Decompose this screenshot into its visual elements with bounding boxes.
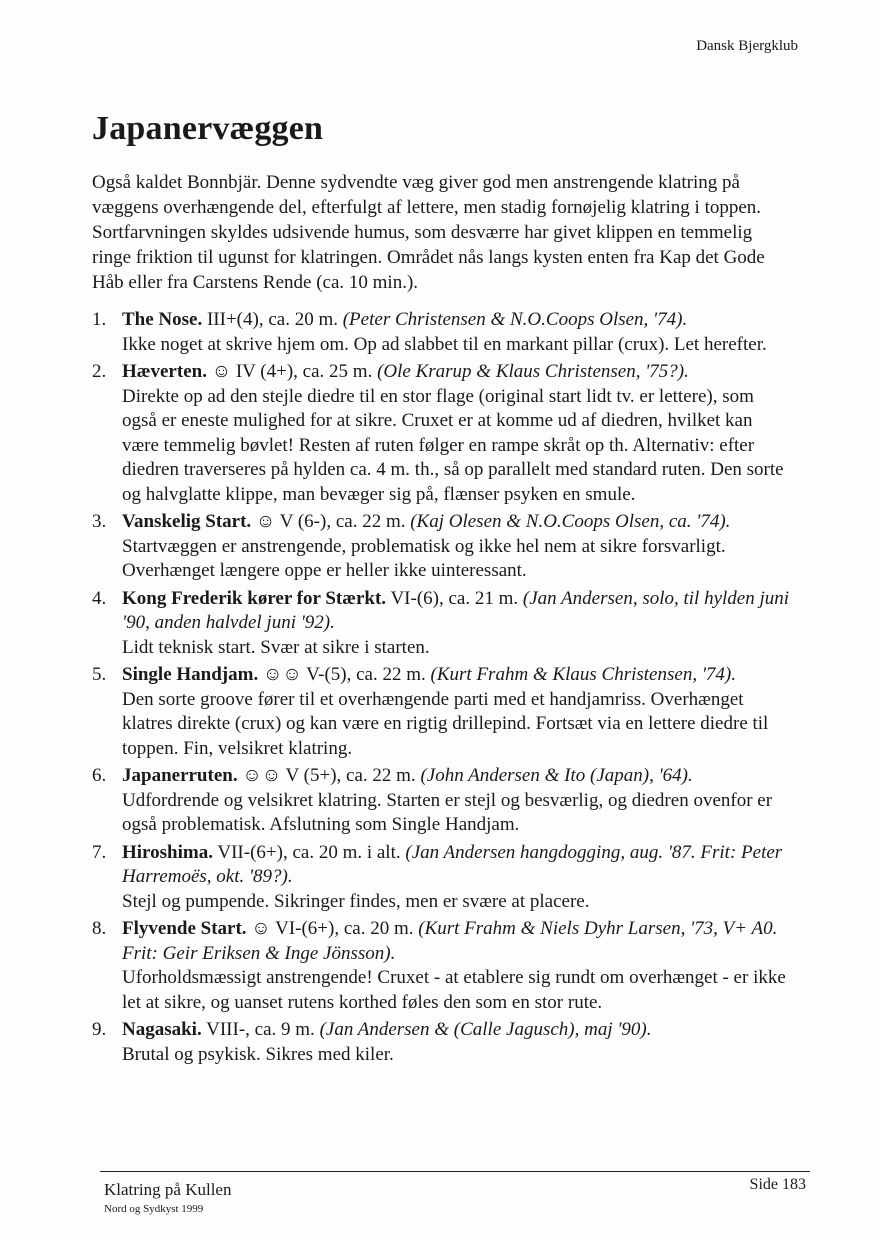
route-credit: (Jan Andersen hangdogging, aug. '87. Frit: Peter Harremoës, okt. '89?).	[122, 841, 783, 887]
intro-paragraph: Også kaldet Bonnbjär. Denne sydvendte væg giver god men anstrengende klatring på væggens overhængende del, efterfulgt af lettere, men stadig fornøjelig klatring i toppen. Sortfarvningen skyldes udsivende humus, som desværre har givet klippen en temmelig ringe friktion til ugunst for klatringen. Området nås langs kysten enten fra Kap det Gode Håb eller fra Carstens Rende (ca. 10 min.).	[92, 172, 765, 293]
route-item	[92, 917, 792, 1015]
route-credit: (Kurt Frahm & Klaus Christensen, '74).	[430, 664, 736, 685]
route-description: Direkte op ad den stejle diedre til en stor flage (original start lidt tv. er lettere), som også er eneste mulighed for at sikre. Cruxet er at komme ud af diedren, hvilket kan være temmelig bøvlet! Resten af ruten følger en rampe skråt op th. Alternativ: efter diedren traverseres på hylden ca. 4 m. th., så op parallelt med standard ruten. Den sorte og halvglatte klippe, man bevæger sig på, flænser psyken en smule.	[122, 385, 784, 505]
route-credit: (Kaj Olesen & N.O.Coops Olsen, ca. '74).	[410, 511, 731, 532]
route-credit: (John Andersen & Ito (Japan), '64).	[420, 765, 693, 786]
route-grade: III+(4), ca. 20 m.	[202, 309, 343, 330]
route-item	[92, 764, 792, 838]
route-number: 3.	[92, 511, 107, 532]
footer-divider	[100, 1171, 810, 1172]
route-number: 4.	[92, 587, 107, 609]
route-description: Stejl og pumpende. Sikringer findes, men er svære at placere.	[122, 890, 590, 912]
route-number: 1.	[92, 309, 107, 330]
route-body	[122, 764, 792, 838]
route-grade: ☺ IV (4+), ca. 25 m.	[206, 361, 378, 382]
route-number: 8.	[92, 918, 107, 939]
route-credit: (Jan Andersen, solo, til hylden juni '90, anden halvdel juni '92).	[122, 587, 790, 633]
route-body	[122, 917, 792, 1015]
route-body	[122, 841, 792, 915]
route-grade: ☺☺ V-(5), ca. 22 m.	[258, 664, 431, 685]
route-credit: (Ole Krarup & Klaus Christensen, '75?).	[377, 361, 689, 382]
route-credit: (Peter Christensen & N.O.Coops Olsen, '74).	[342, 309, 688, 330]
route-name: Kong Frederik kører for Stærkt.	[122, 587, 387, 609]
route-name: Hiroshima.	[122, 841, 213, 863]
route-name: Single Handjam.	[122, 664, 259, 685]
route-body	[122, 360, 792, 507]
route-description: Brutal og psykisk. Sikres med kiler.	[122, 1043, 394, 1065]
route-description: Udfordrende og velsikret klatring. Starten er stejl og besværlig, og diedren ovenfor er også problematisk. Afslutning som Single Handjam.	[122, 789, 773, 835]
route-grade: ☺☺ V (5+), ca. 22 m.	[237, 765, 421, 786]
route-description: Startvæggen er anstrengende, problematisk og ikke hel nem at sikre forsvarligt. Overhænget længere oppe er heller ikke uinteressant.	[122, 535, 726, 581]
route-grade: VIII-, ca. 9 m.	[201, 1019, 320, 1040]
route-body	[122, 663, 792, 761]
route-number: 6.	[92, 765, 107, 786]
route-body	[122, 1018, 792, 1067]
route-list	[92, 308, 792, 1070]
route-item	[92, 663, 792, 761]
route-number: 9.	[92, 1019, 107, 1040]
route-item	[92, 1018, 792, 1067]
route-item	[92, 587, 792, 661]
route-number: 2.	[92, 361, 107, 382]
page-title: Japanervæggen	[92, 110, 324, 147]
footer-book-title: Klatring på Kullen	[104, 1180, 232, 1199]
route-item	[92, 510, 792, 584]
route-number: 5.	[92, 664, 107, 685]
route-grade: ☺ V (6-), ca. 22 m.	[251, 511, 411, 532]
route-name: Flyvende Start.	[122, 918, 247, 939]
footer-publication	[104, 1180, 231, 1215]
route-description: Den sorte groove fører til et overhængende parti med et handjamriss. Overhænget klatres direkte (crux) og kan være en rigtig drillepind. Fortsæt via en lettere diedre til toppen. Fin, velsikret klatring.	[122, 688, 769, 759]
route-grade: VI-(6), ca. 21 m.	[386, 587, 523, 609]
route-item	[92, 841, 792, 915]
route-description: Ikke noget at skrive hjem om. Op ad slabbet til en markant pillar (crux). Let herefter.	[122, 333, 767, 355]
route-name: The Nose.	[122, 309, 203, 330]
route-number: 7.	[92, 841, 107, 863]
running-header: Dansk Bjergklub	[696, 38, 798, 54]
route-description: Uforholdsmæssigt anstrengende! Cruxet - at etablere sig rundt om overhænget - er ikke let at sikre, og uanset rutens korthed føles den som en stor rute.	[122, 967, 786, 1013]
route-name: Vanskelig Start.	[122, 511, 252, 532]
route-credit: (Kurt Frahm & Niels Dyhr Larsen, '73, V+ A0. Frit: Geir Eriksen & Inge Jönsson).	[122, 918, 778, 964]
route-item	[92, 360, 792, 507]
page-number: Side 183	[749, 1176, 806, 1193]
footer-book-subtitle: Nord og Sydkyst 1999	[104, 1203, 204, 1215]
route-body	[122, 308, 792, 357]
route-credit: (Jan Andersen & (Calle Jagusch), maj '90).	[319, 1019, 652, 1040]
route-body	[122, 587, 792, 661]
route-name: Nagasaki.	[122, 1019, 202, 1040]
route-description: Lidt teknisk start. Svær at sikre i starten.	[122, 636, 430, 658]
route-item	[92, 308, 792, 357]
route-grade: ☺ VI-(6+), ca. 20 m.	[246, 918, 419, 939]
route-body	[122, 510, 792, 584]
route-name: Japanerruten.	[122, 765, 238, 786]
route-name: Hæverten.	[122, 361, 207, 382]
route-grade: VII-(6+), ca. 20 m. i alt.	[212, 841, 406, 863]
